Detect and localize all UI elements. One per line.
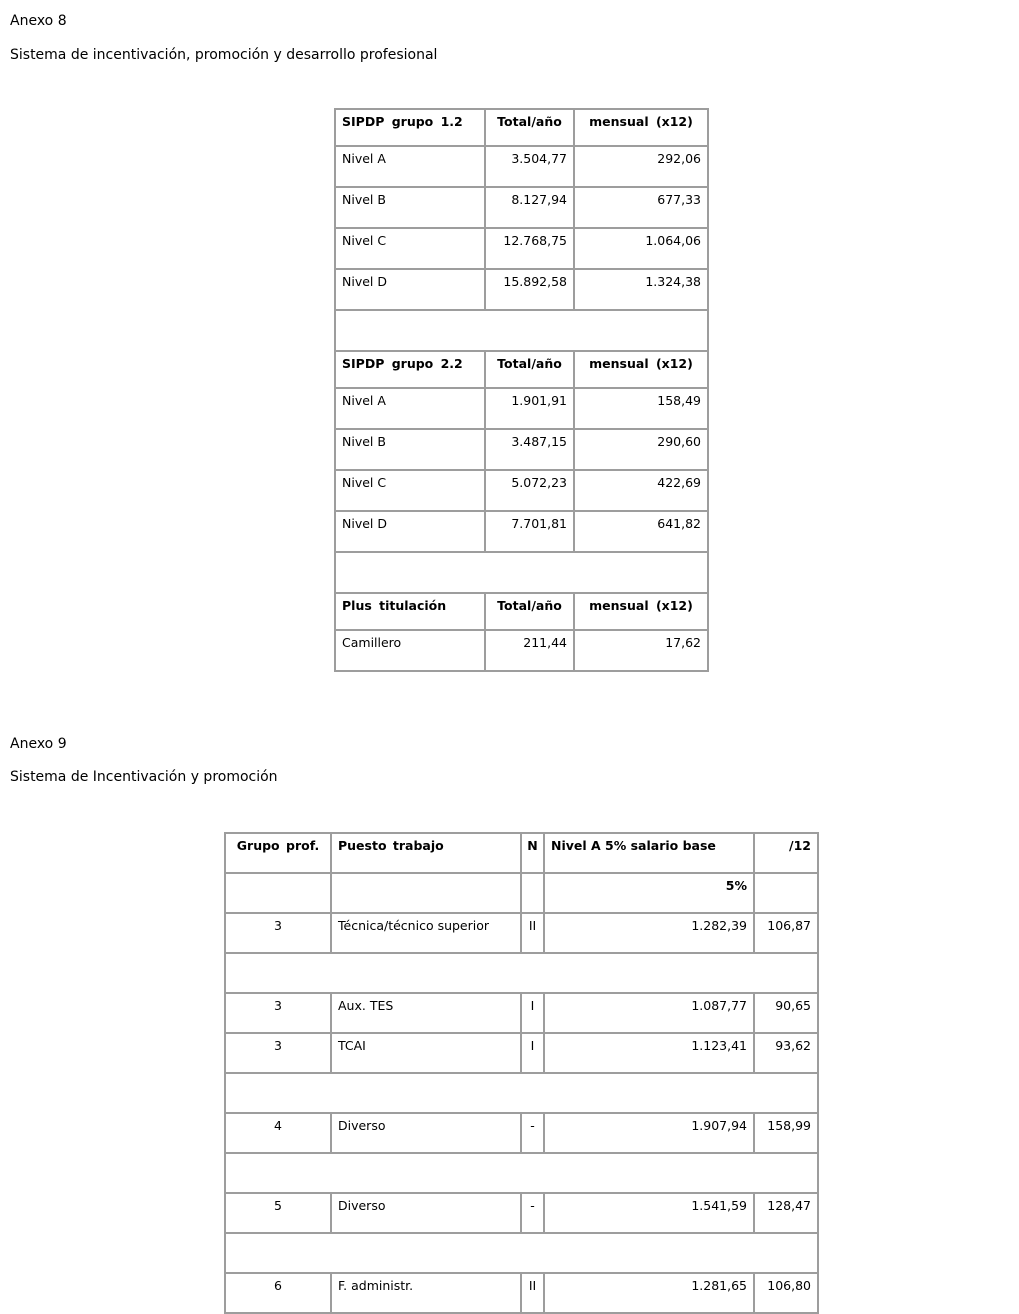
value-cell: II	[521, 1273, 544, 1313]
column-header: Puesto trabajo	[331, 833, 521, 873]
value-cell: 106,80	[754, 1273, 818, 1313]
value-cell: -	[521, 1113, 544, 1153]
column-header: Total/año	[485, 109, 574, 146]
value-cell: 5.072,23	[485, 470, 574, 511]
value-cell: 1.281,65	[544, 1273, 754, 1313]
value-cell: 292,06	[574, 146, 708, 187]
grupo-cell: 5	[225, 1193, 331, 1233]
separator-cell	[225, 1073, 818, 1113]
anexo8-section-0-header-row	[335, 109, 708, 146]
puesto-cell: TCAI	[331, 1033, 521, 1073]
anexo9-table	[224, 832, 819, 1314]
row-label-cell: Nivel C	[335, 228, 485, 269]
grupo-cell: 3	[225, 993, 331, 1033]
table-row	[335, 630, 708, 671]
value-cell: -	[521, 1193, 544, 1233]
value-cell: 158,99	[754, 1113, 818, 1153]
value-cell: 90,65	[754, 993, 818, 1033]
value-cell: II	[521, 913, 544, 953]
separator-cell	[335, 552, 708, 593]
puesto-cell: Diverso	[331, 1113, 521, 1153]
value-cell: 106,87	[754, 913, 818, 953]
row-label-cell: Nivel D	[335, 511, 485, 552]
column-header: SIPDP grupo 2.2	[335, 351, 485, 388]
column-header: mensual (x12)	[574, 109, 708, 146]
empty-cell	[521, 873, 544, 913]
value-cell: 15.892,58	[485, 269, 574, 310]
value-cell: 158,49	[574, 388, 708, 429]
anexo8-section-1-header-row	[335, 351, 708, 388]
separator-row	[335, 552, 708, 593]
column-header: mensual (x12)	[574, 593, 708, 630]
value-cell: 1.087,77	[544, 993, 754, 1033]
separator-cell	[335, 310, 708, 351]
row-label-cell: Nivel B	[335, 187, 485, 228]
puesto-cell: F. administr.	[331, 1273, 521, 1313]
column-header: Nivel A 5% salario base	[544, 833, 754, 873]
value-cell: I	[521, 1033, 544, 1073]
anexo9-title: Anexo 9	[10, 736, 67, 752]
row-label-cell: Nivel D	[335, 269, 485, 310]
grupo-cell: 3	[225, 913, 331, 953]
puesto-cell: Técnica/técnico superior	[331, 913, 521, 953]
puesto-cell: Diverso	[331, 1193, 521, 1233]
column-header: N	[521, 833, 544, 873]
column-header: Grupo prof.	[225, 833, 331, 873]
table-row	[335, 228, 708, 269]
separator-cell	[225, 1233, 818, 1273]
table-row	[225, 1273, 818, 1313]
grupo-cell: 4	[225, 1113, 331, 1153]
separator-row	[335, 310, 708, 351]
table-row	[225, 1113, 818, 1153]
anexo8-section-2-header-row	[335, 593, 708, 630]
value-cell: 677,33	[574, 187, 708, 228]
table-row	[335, 187, 708, 228]
value-cell: 422,69	[574, 470, 708, 511]
empty-cell	[225, 873, 331, 913]
table-row	[335, 388, 708, 429]
value-cell: 641,82	[574, 511, 708, 552]
grupo-cell: 3	[225, 1033, 331, 1073]
column-header: SIPDP grupo 1.2	[335, 109, 485, 146]
row-label-cell: Camillero	[335, 630, 485, 671]
value-cell: 3.487,15	[485, 429, 574, 470]
anexo8-title: Anexo 8	[10, 13, 67, 29]
value-cell: 7.701,81	[485, 511, 574, 552]
value-cell: 8.127,94	[485, 187, 574, 228]
value-cell: 290,60	[574, 429, 708, 470]
value-cell: 12.768,75	[485, 228, 574, 269]
value-cell: 93,62	[754, 1033, 818, 1073]
anexo9-table-body	[225, 833, 818, 1313]
table-row	[335, 269, 708, 310]
value-cell: 1.282,39	[544, 913, 754, 953]
percent-label-cell: 5%	[544, 873, 754, 913]
anexo8-subtitle: Sistema de incentivación, promoción y desarrollo profesional	[10, 47, 438, 63]
column-header: /12	[754, 833, 818, 873]
value-cell: 1.541,59	[544, 1193, 754, 1233]
separator-cell	[225, 1153, 818, 1193]
anexo9-percent-row	[225, 873, 818, 913]
row-label-cell: Nivel A	[335, 388, 485, 429]
table-row	[225, 913, 818, 953]
table-row	[225, 1033, 818, 1073]
anexo9-subtitle: Sistema de Incentivación y promoción	[10, 769, 278, 785]
column-header: mensual (x12)	[574, 351, 708, 388]
anexo9-header-row	[225, 833, 818, 873]
value-cell: 128,47	[754, 1193, 818, 1233]
row-label-cell: Nivel A	[335, 146, 485, 187]
anexo8-table	[334, 108, 709, 672]
puesto-cell: Aux. TES	[331, 993, 521, 1033]
value-cell: 17,62	[574, 630, 708, 671]
value-cell: 1.123,41	[544, 1033, 754, 1073]
table-row	[225, 1193, 818, 1233]
value-cell: 1.064,06	[574, 228, 708, 269]
table-row	[335, 429, 708, 470]
table-row	[225, 993, 818, 1033]
row-label-cell: Nivel C	[335, 470, 485, 511]
table-row	[335, 511, 708, 552]
value-cell: 1.901,91	[485, 388, 574, 429]
value-cell: 211,44	[485, 630, 574, 671]
anexo8-table-body	[335, 109, 708, 671]
empty-cell	[754, 873, 818, 913]
column-header: Plus titulación	[335, 593, 485, 630]
row-label-cell: Nivel B	[335, 429, 485, 470]
separator-row	[225, 1153, 818, 1193]
separator-row	[225, 1233, 818, 1273]
value-cell: 3.504,77	[485, 146, 574, 187]
value-cell: 1.324,38	[574, 269, 708, 310]
table-row	[335, 146, 708, 187]
table-row	[335, 470, 708, 511]
column-header: Total/año	[485, 351, 574, 388]
separator-row	[225, 953, 818, 993]
grupo-cell: 6	[225, 1273, 331, 1313]
separator-cell	[225, 953, 818, 993]
value-cell: I	[521, 993, 544, 1033]
value-cell: 1.907,94	[544, 1113, 754, 1153]
column-header: Total/año	[485, 593, 574, 630]
empty-cell	[331, 873, 521, 913]
separator-row	[225, 1073, 818, 1113]
